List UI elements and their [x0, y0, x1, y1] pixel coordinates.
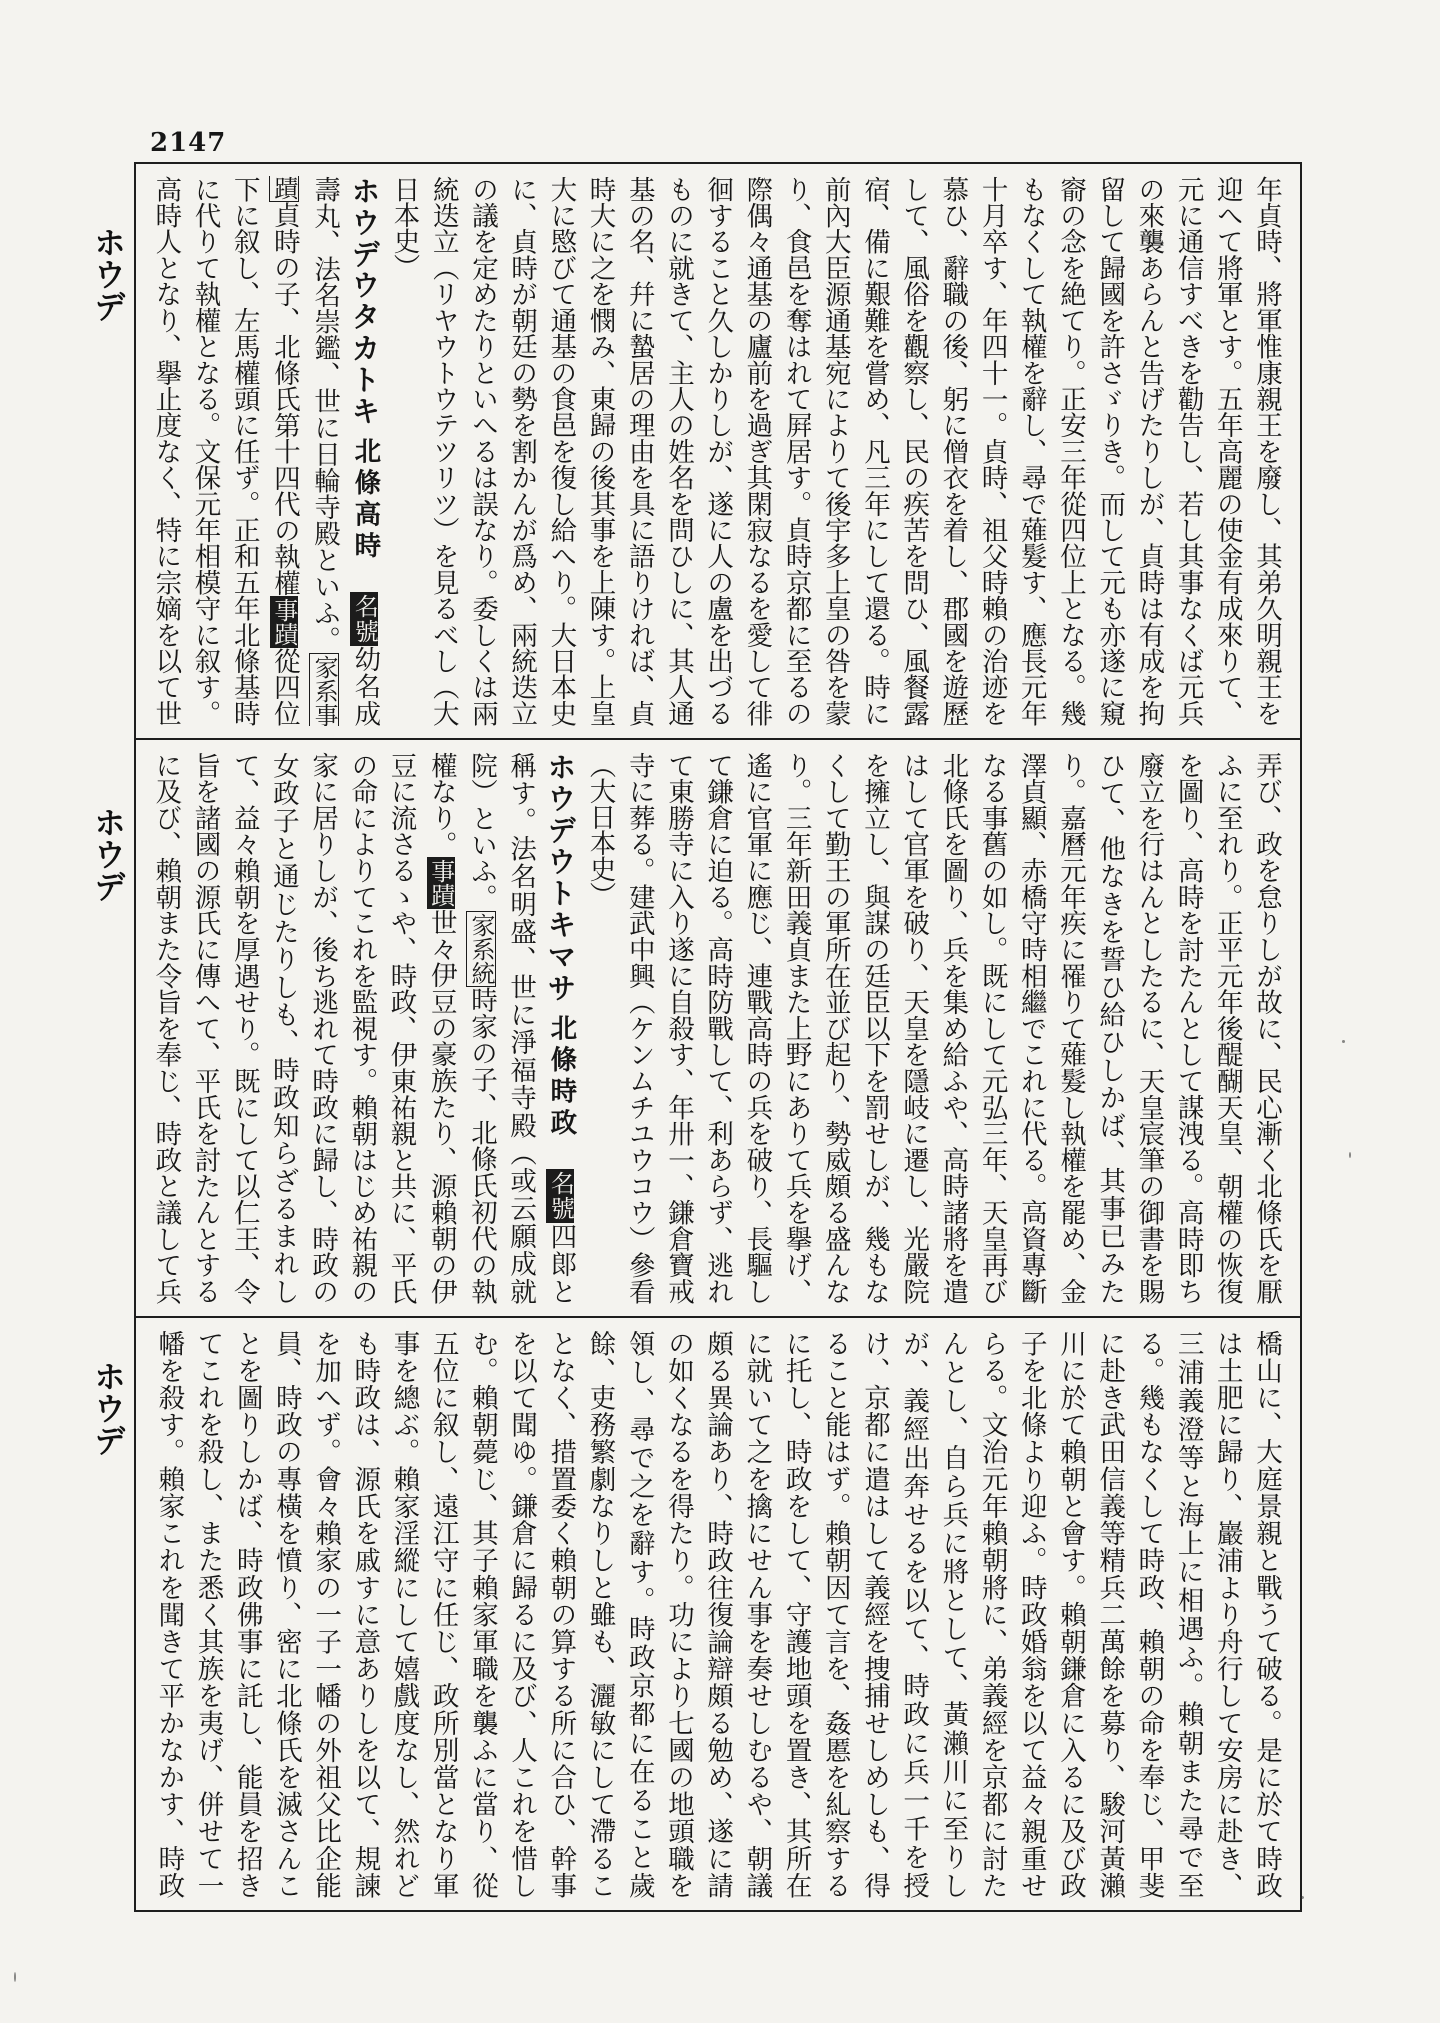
running-head: ホウデ [89, 806, 127, 902]
entry-headword: ホウデウトキマサ [543, 752, 578, 1005]
category-tag: 事蹟 [426, 859, 455, 908]
running-head: ホウデ [89, 1360, 127, 1456]
running-head: ホウデ [89, 226, 127, 322]
entry-text: 幼名成壽丸、法名崇鑑、世に日輪寺殿といふ。 [309, 176, 381, 726]
entry-text: 橋山に、大庭景親と戰うて破る。是に於て時政は土肥に歸り、巖浦より舟行して安房に赴き、三浦義澄等と海上に相遇ふ。賴朝また尋で至る。幾もなくして時政、賴朝の命を奉じ、甲斐に赴き武田信義等精兵二萬餘を募り、駿河黃瀨川に於て賴朝と會す。賴朝鎌倉に入るに及び政子を北條より迎ふ。時政婚翁を以て益々親重せらる。文治元年賴朝將に、弟義經を京都に討たんとし、自ら兵に將として、黃瀨川に至りしが、義經出奔せるを以て、時政に兵一千を授け、京都に遣はして義經を捜捕せしめしも、得ること能はず。賴朝因て言を、姦慝を糺察するに托し、時政をして、守護地頭を置き、其所在に就いて之を擒にせん事を奏せしむるや、朝議頗る異論あり、時政往復論辯頗る勉め、遂に請の如くなるを得たり。功により七國の地頭職を領し、尋で之を辭す。時政京都に在ること歲餘、吏務繁劇なりしと雖も、灑敏にして滯ることなく、措置委く賴朝の算する所に合ひ、幹事を以て聞ゆ。鎌倉に歸るに及び、人これを惜しむ。賴朝薨じ、其子賴家軍職を襲ふに當り、從五位に叙し、遠江守に任じ、政所別當となり軍事を總ぶ。賴家淫縱にして嬉戲度なし、然れども時政は、源氏を戚すに意ありしを以て、規諫を加へず。會々賴家の一子一幡の外祖父比企能員、時政の專橫を憤り、密に北條氏を滅さんことを圖りしかば、時政佛事に託し、能員を招きてこれを殺し、また悉く其族を夷げ、併せて一幡を殺す。賴家これを聞きて平かなかす、時政 [153, 1330, 1282, 1898]
section-divider [134, 738, 1302, 740]
scan-speck [1342, 1040, 1345, 1043]
scan-speck [1349, 1152, 1351, 1158]
page-number: 2147 [150, 128, 227, 158]
entry-text: 年貞時、將軍惟康親王を廢し、其弟久明親王を迎へて將軍とす。五年高麗の使金有成來りて、元に通信すべきを勸告し、若し其事なくば元兵の來襲あらんと告げたりしが、貞時は有成を拘留して歸國を許さゞりき。而して元も亦遂に窺窬の念を絶てり。正安三年從四位上となる。幾もなくして執權を辭し、尋で薙髮す、應長元年十月卒す、年四十一。貞時、祖父時賴の治迹を慕ひ、辭職の後、躬に僧衣を着し、郡國を遊歷して、風俗を觀察し、民の疾苦を問ひ、風餐露宿、備に艱難を嘗め、凡三年にして還る。時に前內大臣源通基宛によりて後宇多上皇の咎を蒙り、食邑を奪はれて屛居す。貞時京都に至るの際偶々通基の廬前を過ぎ其閑寂なるを愛して徘徊すること久しかりしが、遂に人の盧を出づるものに就きて、主人の姓名を問ひしに、其人通基の名、幷に蟄居の理由を具に語りければ、貞時大に之を憫み、東歸の後其事を上陳す。上皇大に愍びて通基の食邑を復し給へり。大日本史に、貞時が朝廷の勢を割かんが爲め、兩統迭立の議を定めたりといへるは誤なり。委しくは兩統迭立（リヤウトウテツリツ）を見るべし（大日本史） [388, 176, 1282, 726]
category-tag: 名號 [350, 593, 379, 644]
section-divider [134, 1316, 1302, 1318]
entry-text: 弄び、政を怠りしが故に、民心漸く北條氏を厭ふに至れり。正平元年後醍醐天皇、朝權の恢復を圖り、高時を討たんとして謀洩る。高時即ち廢立を行はんとしたるに、天皇宸筆の御書を賜ひて、他なきを誓ひ給ひしかば、其事已みたり。嘉曆元年疾に罹りて薙髮し執權を罷め、金澤貞顯、赤橋守時相繼でこれに代る。高資專斷なる事舊の如し。既にして元弘三年、天皇再び北條氏を圖り、兵を集め給ふや、高時諸將を遣はして官軍を破り、天皇を隱岐に遷し、光嚴院を擁立し、與謀の廷臣以下を罰せしが、幾もなくして勤王の軍所在並び起り、勢威頗る盛んなり。三年新田義貞また上野にありて兵を擧げ、遙に官軍に應じ、連戰高時の兵を破り、長驅して鎌倉に迫る。高時防戰して、利あらず、逃れて東勝寺に入り遂に自殺す、年卅一、鎌倉寶戒寺に葬る。建武中興（ケンムチユウコウ）參看（大日本史） [584, 752, 1282, 1304]
section-top [150, 176, 1286, 726]
category-tag: 家系事蹟 [269, 176, 339, 726]
scan-speck [1300, 1896, 1304, 1899]
entry-text: 時家の子、北條氏初代の執權なり。 [425, 752, 497, 1304]
section-bottom [150, 1330, 1286, 1898]
scan-speck [14, 1972, 16, 1982]
entry-text: 從四位下に叙し、左馬權頭に任ず。正和五年北條基時に代りて執權となる。文保元年相模守に叙す。高時人となり、擧止度なく、特に宗嫡を以て世 [150, 176, 300, 726]
category-tag: 事蹟 [269, 597, 298, 646]
section-middle [150, 752, 1286, 1304]
entry-kanji-name: 北條高時 [349, 437, 381, 564]
entry-heading [150, 176, 384, 726]
entry-heading [150, 752, 580, 1304]
entry-text: 四郞と稱す。法名明盛、世に淨福寺殿（或云願成就院）といふ。 [465, 752, 577, 1304]
category-tag: 家系統 [466, 912, 495, 985]
category-tag: 名號 [546, 1171, 575, 1222]
entry-text: 世々伊豆の豪族たり、源賴朝の伊豆に流さるゝや、時政、伊東祐親と共に、平氏の命によりてこれを監視す。賴朝はじめ祐親の家に居りしが、後ち逃れて時政に歸し、時政の女政子と通じたりしも、時政知らざるまれして、益々賴朝を厚遇せり。既にして以仁王、令旨を諸國の源氏に傳へて、平氏を討たんとするに及び、賴朝また令旨を奉じ、時政と議して兵 [150, 752, 457, 1304]
entry-text: 貞時の子、北條氏第十四代の執權 [268, 201, 300, 596]
entry-kanji-name: 北條時政 [545, 1014, 577, 1141]
entry-headword: ホウデウタカトキ [347, 176, 382, 428]
